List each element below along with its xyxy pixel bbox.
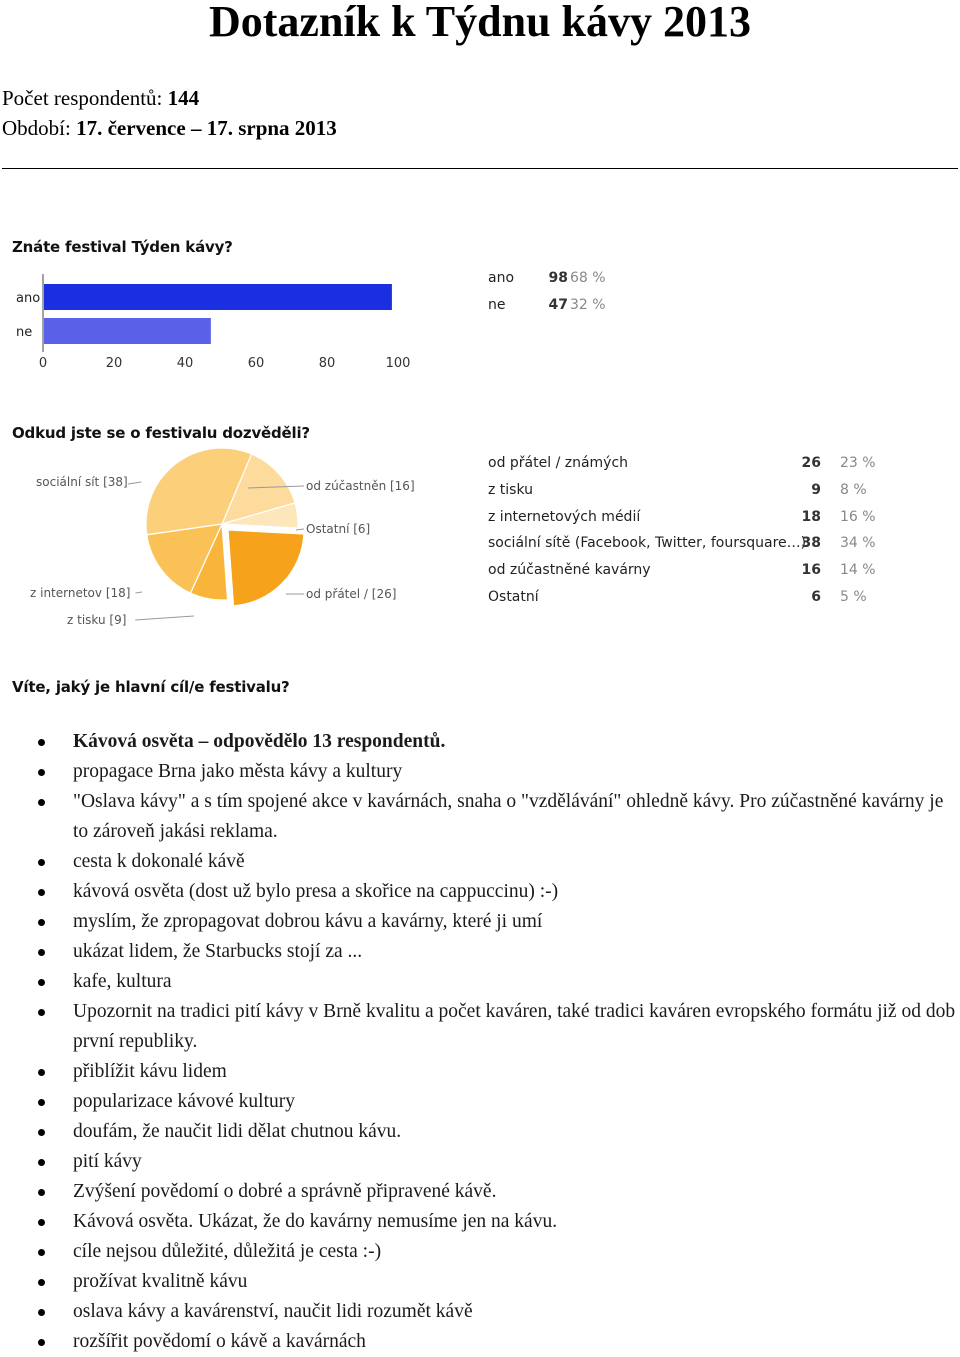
pie-legend-percent: 8 %	[840, 481, 867, 498]
pie-legend-row	[488, 562, 908, 589]
answer-item: myslím, že zpropagovat dobrou kávu a kavárny, které ji umí	[0, 907, 960, 937]
answer-item: oslava kávy a kavárenství, naučit lidi rozumět kávě	[0, 1297, 960, 1327]
question-2-heading: Odkud jste se o festivalu dozvěděli?	[12, 424, 310, 442]
answer-item: přiblížit kávu lidem	[0, 1057, 960, 1087]
bar-tick-label: 100	[385, 356, 411, 371]
pie-legend-count: 9	[811, 481, 821, 498]
answer-item: kávová osvěta (dost už bylo presa a skořice na cappuccinu) :-)	[0, 877, 960, 907]
pie-legend-label: sociální sítě (Facebook, Twitter, foursquare…)	[488, 535, 807, 552]
bar-tick-label: 20	[105, 356, 123, 371]
pie-slice-label: od zúčastněn [16]	[306, 479, 415, 493]
bar-legend-count: 98	[548, 270, 568, 286]
bar-ano	[44, 284, 392, 310]
pie-chart	[10, 440, 470, 640]
pie-legend-percent: 23 %	[840, 455, 876, 471]
period-value: 17. července – 17. srpna 2013	[76, 116, 337, 140]
pie-leader-line	[135, 592, 142, 593]
pie-legend-label: Ostatní	[488, 588, 539, 605]
answer-item: popularizace kávové kultury	[0, 1087, 960, 1117]
answer-item: Kávová osvěta. Ukázat, že do kavárny nemusíme jen na kávu.	[0, 1207, 960, 1237]
pie-legend-row	[488, 455, 908, 482]
pie-slice-label: od přátel / [26]	[306, 587, 397, 601]
period-label: Období:	[2, 116, 71, 140]
pie-legend-label: od přátel / známých	[488, 455, 629, 471]
respondents-line	[2, 85, 199, 111]
pie-slice-label: z tisku [9]	[67, 613, 127, 627]
divider	[2, 168, 958, 169]
bar-legend-label: ne	[488, 297, 506, 313]
answer-item: "Oslava kávy" a s tím spojené akce v kavárnách, snaha o "vzdělávání" ohledně kávy. Pro zúčastněné kavárny je to zároveň jakási reklama.	[0, 787, 960, 847]
pie-legend-count: 38	[801, 535, 821, 552]
respondents-value: 144	[167, 86, 200, 110]
bar-tick-label: 80	[318, 356, 336, 371]
pie-legend-label: z tisku	[488, 481, 534, 498]
bar-legend-percent: 32 %	[570, 297, 606, 313]
pie-leader-line	[128, 482, 141, 484]
bar-chart	[10, 270, 420, 380]
pie-slice-label: z internetov [18]	[30, 586, 131, 600]
pie-legend-count: 6	[811, 588, 821, 605]
bar-tick-label: 60	[247, 356, 265, 371]
answer-item: Zvýšení povědomí o dobré a správně připravené kávě.	[0, 1177, 960, 1207]
question-1-heading: Znáte festival Týden kávy?	[12, 238, 233, 256]
bar-category-label: ano	[16, 291, 41, 306]
page-title: Dotazník k Týdnu kávy 2013	[208, 0, 752, 46]
pie-legend-count: 16	[801, 562, 821, 579]
bar-legend-label: ano	[488, 270, 515, 286]
pie-legend-row	[488, 509, 908, 536]
pie-leader-line	[296, 529, 304, 530]
pie-legend-percent: 14 %	[840, 562, 876, 579]
answer-item: pití kávy	[0, 1147, 960, 1177]
pie-legend-row	[488, 589, 908, 616]
answer-item: prožívat kvalitně kávu	[0, 1267, 960, 1297]
answer-item: cesta k dokonalé kávě	[0, 847, 960, 877]
period-line	[2, 115, 337, 141]
answer-item: doufám, že naučit lidi dělat chutnou kávu.	[0, 1117, 960, 1147]
bar-tick-label: 0	[38, 356, 48, 371]
answer-item: ukázat lidem, že Starbucks stojí za ...	[0, 937, 960, 967]
answers-list	[0, 727, 960, 1357]
pie-leader-line	[135, 616, 194, 620]
pie-legend-row	[488, 482, 908, 509]
bar-chart-legend	[488, 270, 628, 324]
pie-slice-label: sociální sít [38]	[36, 475, 128, 489]
pie-legend-count: 18	[801, 508, 821, 525]
pie-legend-row	[488, 535, 908, 562]
bar-tick-label: 40	[176, 356, 194, 371]
bar-legend-percent: 68 %	[570, 270, 606, 286]
pie-legend-percent: 34 %	[840, 535, 876, 552]
answer-item: cíle nejsou důležité, důležitá je cesta :-)	[0, 1237, 960, 1267]
answer-item: propagace Brna jako města kávy a kultury	[0, 757, 960, 787]
pie-slice-label: Ostatní [6]	[306, 522, 371, 536]
bar-legend-row	[488, 270, 628, 297]
pie-legend-label: od zúčastněné kavárny	[488, 562, 651, 579]
answer-item: Upozornit na tradici pití kávy v Brně kvalitu a počet kaváren, také tradici kaváren evropského formátu již od dob první republiky.	[0, 997, 960, 1057]
pie-legend-count: 26	[801, 455, 821, 471]
bar-legend-row	[488, 297, 628, 324]
bar-ne	[44, 318, 211, 344]
pie-legend-percent: 5 %	[840, 588, 867, 605]
answer-item: kafe, kultura	[0, 967, 960, 997]
answer-item: rozšířit povědomí o kávě a kavárnách	[0, 1327, 960, 1357]
bar-legend-count: 47	[548, 297, 568, 313]
bar-category-label: ne	[16, 325, 33, 340]
pie-legend-percent: 16 %	[840, 508, 876, 525]
pie-chart-legend	[488, 455, 908, 616]
answer-item	[0, 727, 960, 757]
question-3-heading: Víte, jaký je hlavní cíl/e festivalu?	[12, 678, 290, 696]
answer-summary: Kávová osvěta – odpovědělo 13 respondentů.	[73, 731, 446, 752]
respondents-label: Počet respondentů:	[2, 86, 163, 110]
pie-legend-label: z internetových médií	[488, 508, 641, 525]
